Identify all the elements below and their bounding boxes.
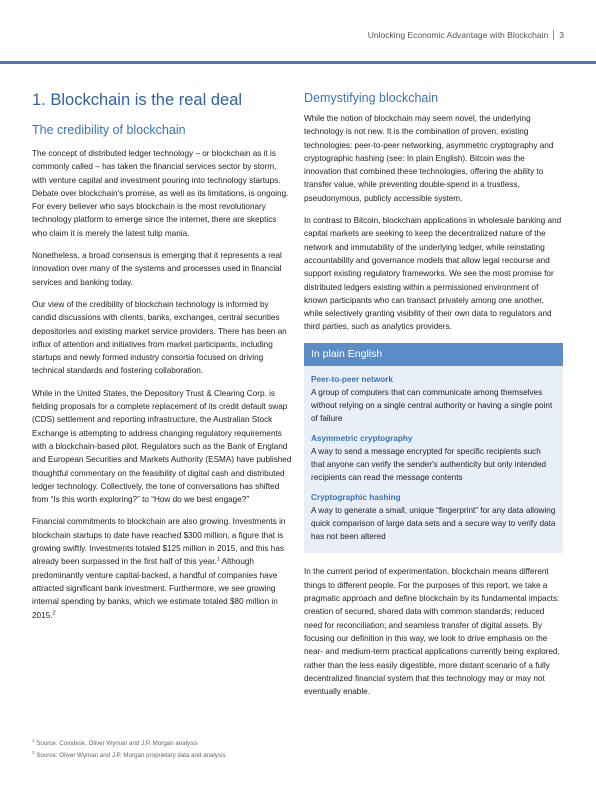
- glossary-term: Cryptographic hashing: [311, 492, 401, 502]
- paragraph: While in the United States, the Depository Trust & Clearing Corp. is fielding proposals for a complete replacement of its credit default swap (CDS) settlement and reporting infrastructure, the Australian Stock Exchange is attempting to address changing regulatory requirements with a blockchain-based pilot. Regulators such as the Bank of England and European Securities and Markets Authority (ESMA) have published thoughtful commentary on the feasibility of digital cash and distributed ledger technology. Collectively, the tone of conversations has shifted from “Is this worth exploring?” to “How do we best engage?”: [32, 388, 292, 505]
- footnote: [32, 750, 332, 762]
- paragraph-text: Financial commitments to blockchain are also growing. Investments in blockchain startups to date have reached $300 million, a figure that is growing swiftly. Investments totaled $125 million in 2015, and this has already been surpassed in the first half of this year.: [32, 517, 286, 567]
- footnote-text: Source: Oliver Wyman and J.P. Morgan proprietary data and analysis: [36, 752, 226, 759]
- footnote-ref[interactable]: 1: [216, 556, 220, 563]
- glossary-definition: A group of computers that can communicate among themselves without relying on a single central authority or having a single point of failure: [311, 387, 553, 424]
- footnote-text: Source: Coindesk, Oliver Wyman and J.P. Morgan analysis: [36, 740, 198, 747]
- header-rule: [0, 61, 596, 64]
- header-separator: [553, 30, 554, 40]
- right-column: [304, 90, 563, 707]
- footnote: [32, 738, 332, 750]
- paragraph: The concept of distributed ledger technology – or blockchain as it is commonly called – has taken the financial services sector by storm, with venture capital and investment pouring into technology startups. Debate over blockchain's promise, as well as its limitations, is ongoing. For every believer who says blockchain is the most revolutionary technology platform to emerge since the internet, there are skeptics who claim it is merely the latest tulip mania.: [32, 149, 289, 238]
- paragraph: [32, 515, 292, 621]
- page-number: 3: [559, 30, 564, 40]
- paragraph: Nonetheless, a broad consensus is emerging that it represents a real innovation over many of the systems and processes used in financial services and banking today.: [32, 251, 282, 287]
- paragraph: In contrast to Bitcoin, blockchain applications in wholesale banking and capital markets are seeking to keep the decentralized nature of the network and immutability of the underlying ledger, while reinstating accountability and governance models that allow legal recourse and support existing regulatory frameworks. We see the most promise for distributed ledgers existing within a permissioned environment of known participants who can transact privately among one another, while selectively granting visibility of their own data to regulators and third parties, such as analytics providers.: [304, 216, 562, 332]
- paragraph: Our view of the credibility of blockchain technology is informed by candid discussions with clients, banks, exchanges, central securities depositories and existing market service providers. There has been an influx of attention and initiatives from market participants, including startups and newly formed industry consortia focused on driving technical standards and fostering collaboration.: [32, 299, 287, 376]
- running-header: [368, 30, 564, 40]
- glossary-term: Asymmetric cryptography: [311, 433, 413, 443]
- box-body: [304, 366, 563, 554]
- footnote-number: 1: [32, 737, 35, 743]
- glossary-definition: A way to send a message encrypted for specific recipients such that anyone can verify the sender's authenticity but only intended recipients can read the message contents: [311, 446, 547, 483]
- paragraph-text: Although predominantly venture capital-backed, a handful of companies have attracted significant bank investment. Furthermore, we see growing internal spending by banks, which we estimate totaled $80 million in 2015.: [32, 557, 278, 620]
- footnotes: [32, 738, 332, 762]
- glossary-term: Peer-to-peer network: [311, 374, 393, 384]
- header-title: Unlocking Economic Advantage with Blockchain: [367, 30, 549, 40]
- plain-english-box: [304, 343, 563, 554]
- glossary-definition: A way to generate a small, unique “fingerprint” for any data allowing quick comparison of large data sets and a secure way to verify data has not been altered: [311, 505, 556, 542]
- paragraph: While the notion of blockchain may seem novel, the underlying technology is not new. It is the combination of proven, existing technologies: peer-to-peer networking, asymmetric cryptography and cryptographic hashing (see: In plain English). Bitcoin was the innovation that combined these technologies, offering the ability to transfer value, while preventing double-spend in a trustless, pseudonymous, publicly accessible system.: [304, 114, 554, 203]
- box-title: In plain English: [304, 343, 563, 366]
- subheading-credibility: The credibility of blockchain: [32, 123, 186, 137]
- section-heading: 1. Blockchain is the real deal: [32, 91, 243, 109]
- subheading-demystifying: Demystifying blockchain: [304, 91, 439, 105]
- left-column: [32, 90, 292, 631]
- footnote-ref[interactable]: 2: [52, 609, 56, 616]
- footnote-number: 2: [32, 749, 35, 755]
- paragraph: In the current period of experimentation, blockchain means different things to different people. For the purposes of this report, we take a pragmatic approach and define blockchain by its fundamental impacts: creation of secured, shared data with common standards; reduced need for reconciliation; and seamless transfer of digital assets. By focusing our definition in this way, we look to drive emphasis on the near- and medium-term practical applications currently being explored, rather than the less easily digestible, more distant scenario of a fully decentralized financial system that this technology may or may not eventually enable.: [304, 567, 560, 697]
